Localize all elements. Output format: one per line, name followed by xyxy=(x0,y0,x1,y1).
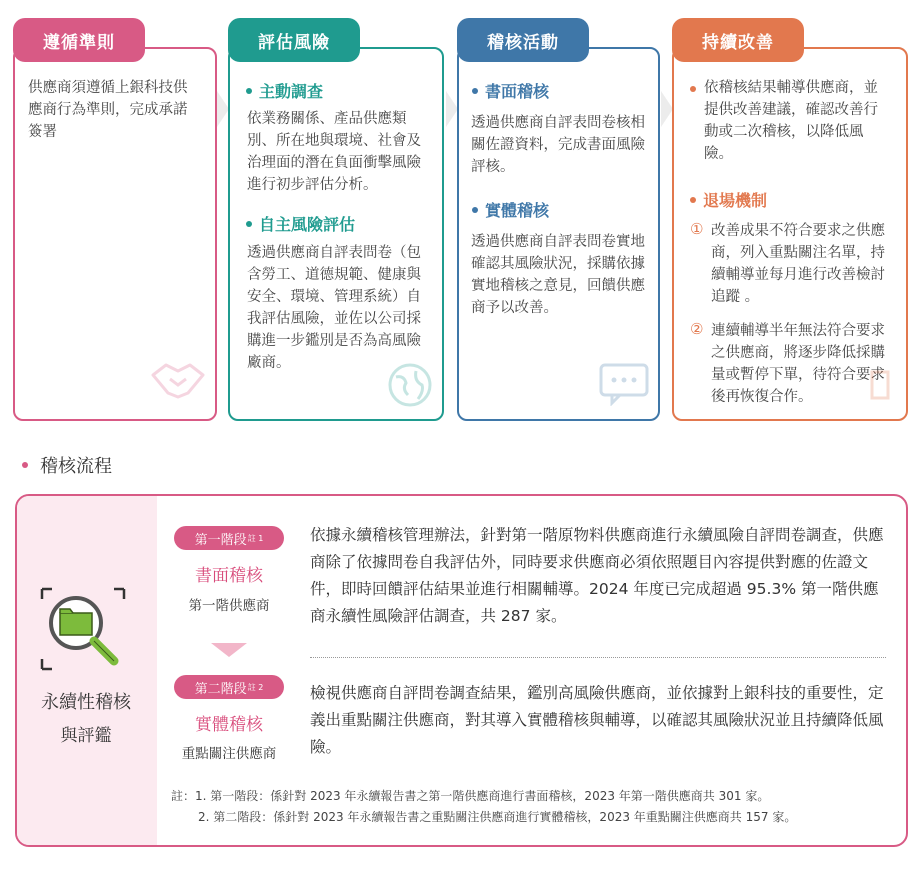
stage-assess-item1-title xyxy=(246,79,323,102)
stage-audit-item2-body: 透過供應商自評表問卷實地確認其風險狀況，採購依據實地稽核之意見，回饋供應商予以改善。 xyxy=(471,234,645,316)
stage-audit-item1-body: 透過供應商自評表問卷核相關佐證資料，完成書面風險評核。 xyxy=(471,115,645,175)
globe-icon xyxy=(386,361,434,409)
phase1-pill-label: 第一階段 xyxy=(194,532,247,548)
stage-assess-item2-title xyxy=(246,212,355,235)
stage-comply-body: 供應商須遵循上銀科技供應商行為準則，完成承諾簽署 xyxy=(28,80,188,140)
handshake-icon xyxy=(148,355,208,405)
bullet-dot xyxy=(246,88,252,94)
down-arrow xyxy=(211,643,247,657)
bullet-dot xyxy=(22,462,28,468)
phase2-text: 檢視供應商自評問卷調查結果，鑑別高風險供應商，並依據對上銀科技的重要性，定義出重點關注供應商，對其導入實體稽核與輔導，以確認其風險狀況並且持續降低風險。 xyxy=(310,684,884,756)
stage-tab-audit: 稽核活動 xyxy=(457,18,589,62)
item-title-text: 自主風險評估 xyxy=(259,215,356,234)
bullet-dot xyxy=(472,207,478,213)
footnote-2: 2. 第二階段：係針對 2023 年永續報告書之重點關注供應商進行實體稽核，2023 年重點關注供應商共 157 家。 xyxy=(198,810,797,824)
item-title-text: 實體稽核 xyxy=(485,201,550,220)
stage-assess-item1-body: 依業務關係、產品供應類別、所在地與環境、社會及治理面的潛在負面衝擊風險進行初步評估分析。 xyxy=(247,111,421,193)
bullet-dot xyxy=(472,88,478,94)
flow-left-title-1: 永續性稽核 xyxy=(41,692,131,713)
section-title-text: 稽核流程 xyxy=(40,456,112,477)
stage-tab-improve: 持續改善 xyxy=(672,18,804,62)
footnote-1: 註：1. 第一階段：係針對 2023 年永續報告書之第一階供應商進行書面稽核，2023 年第一階供應商共 301 家。 xyxy=(171,789,770,803)
phase2-name: 實體稽核 xyxy=(195,715,263,735)
phase1-text: 依據永續稽核管理辦法，針對第一階原物料供應商進行永續風險自評問卷調查，供應商除了依據問卷自我評估外，同時要求供應商必須依照題目內容提供對應的佐證文件，即時回饋評估結果並進行相關輔導。2024 年度已完成超過 95.3% 第一階供應商永續性風險評估調查，共 287 家。 xyxy=(310,526,884,625)
phase2-sub: 重點關注供應商 xyxy=(181,746,277,762)
exit-list-num-1: ① xyxy=(690,220,704,238)
phase2-pill-label: 第二階段 xyxy=(194,681,247,697)
phase1-note-ref: 註 1 xyxy=(247,533,264,543)
phase1-name: 書面稽核 xyxy=(195,566,263,586)
audit-process-title xyxy=(22,452,112,478)
chat-bubble-icon xyxy=(598,362,650,406)
bullet-dot xyxy=(246,221,252,227)
stage-audit-item1-title xyxy=(472,79,549,102)
phase-divider xyxy=(310,657,886,658)
phase1-pill xyxy=(174,526,284,550)
phase1-sub: 第一階供應商 xyxy=(188,598,270,614)
stage-improve-item2-title xyxy=(690,188,767,211)
phase2-pill xyxy=(174,675,284,699)
magnifier-folder-icon xyxy=(38,585,130,673)
bullet-dot xyxy=(690,197,696,203)
item-title-text: 書面稽核 xyxy=(485,82,550,101)
stage-tab-comply: 遵循準則 xyxy=(13,18,145,62)
item-title-text: 主動調查 xyxy=(259,82,324,101)
item-title-text: 退場機制 xyxy=(703,191,768,210)
stage-tab-assess: 評估風險 xyxy=(228,18,360,62)
stage-assess-item2-body: 透過供應商自評表問卷（包含勞工、道德規範、健康與安全、環境、管理系統）自我評估風險，並佐以公司採購進一步鑑別是否為高風險廠商。 xyxy=(247,245,421,371)
exit-list-text-2: 連續輔導半年無法符合要求之供應商，將逐步降低採購量或暫停下單，待符合要求後再恢復合作。 xyxy=(711,323,885,405)
exit-list-num-2: ② xyxy=(690,320,704,338)
exit-door-icon xyxy=(866,368,900,402)
phase2-note-ref: 註 2 xyxy=(247,682,264,692)
flow-left-title-2: 與評鑑 xyxy=(60,726,112,746)
stage-improve-item1-body: 依稽核結果輔導供應商，並提供改善建議，確認改善行動或二次稽核，以降低風險。 xyxy=(704,80,878,162)
bullet-dot xyxy=(690,86,696,92)
stage-audit-item2-title xyxy=(472,198,549,221)
exit-list-text-1: 改善成果不符合要求之供應商，列入重點關注名單，持續輔導並每月進行改善檢討追蹤 。 xyxy=(711,223,885,305)
